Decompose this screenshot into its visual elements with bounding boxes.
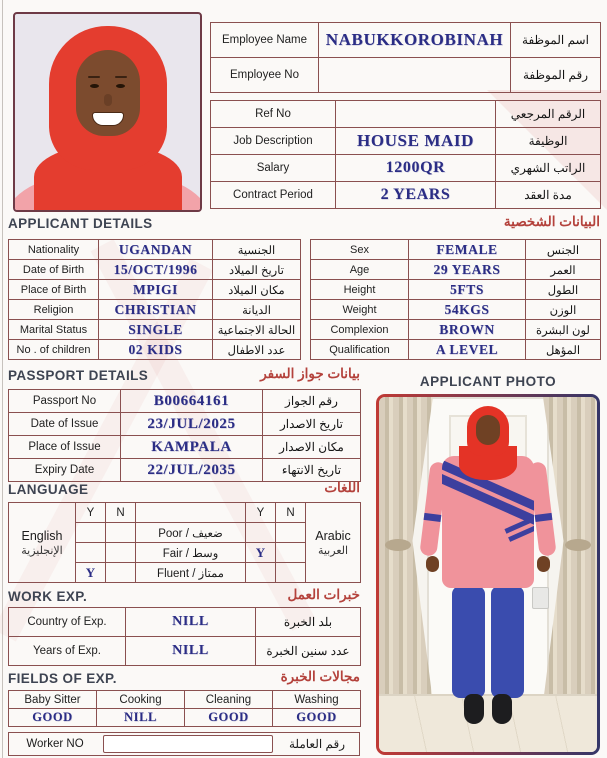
date-of-birth-value: 15/OCT/1996 (99, 260, 213, 280)
figure-sock (492, 694, 512, 724)
complexion-value: BROWN (409, 320, 526, 340)
applicant-headshot-photo (13, 12, 202, 212)
expiry-date-value: 22/JUL/2035 (121, 459, 263, 482)
field-label: Qualification (311, 340, 409, 360)
cooking-value: NILL (97, 709, 185, 727)
english-fluent-yes: Y (76, 563, 106, 583)
field-label-arabic: تاريخ الاصدار (263, 413, 361, 436)
field-label: Employee No (211, 58, 319, 93)
curtain-tie (565, 539, 591, 551)
field-label: Complexion (311, 320, 409, 340)
language-arabic-label: Arabic (315, 528, 351, 543)
figure-hand (426, 556, 439, 572)
section-title-applicant-photo: APPLICANT PHOTO (419, 374, 557, 389)
job-table (210, 100, 601, 209)
worker-no-label-arabic: رقم العاملة (288, 737, 346, 751)
scan-edge (2, 0, 3, 758)
arabic-poor-yes (246, 523, 276, 543)
field-label-arabic: تاريخ الانتهاء (263, 459, 361, 482)
fields-col-cooking: Cooking (97, 691, 185, 709)
arabic-fair-yes: Y (246, 543, 276, 563)
washing-value: GOOD (273, 709, 361, 727)
contract-period-value: 2 YEARS (336, 182, 496, 209)
field-label: Years of Exp. (9, 637, 126, 666)
field-label: Job Description (211, 128, 336, 155)
field-label-arabic: رقم الموظفة (511, 58, 601, 93)
fields-col-cleaning: Cleaning (185, 691, 273, 709)
language-english-label: English (21, 528, 63, 543)
passport-table (8, 389, 361, 482)
figure-hand (537, 556, 550, 572)
english-fluent-no (106, 563, 136, 583)
country-of-exp-value: NILL (126, 608, 256, 637)
worker-no-row (8, 732, 360, 756)
language-arabic-label-arabic: العربية (317, 544, 349, 557)
section-title-language: LANGUAGE (8, 482, 89, 497)
photo-scene (379, 397, 597, 752)
field-label-arabic: بلد الخبرة (256, 608, 361, 637)
field-label: Religion (9, 300, 99, 320)
cleaning-value: GOOD (185, 709, 273, 727)
section-title-passport-arabic: بيانات جواز السفر (260, 366, 360, 381)
portrait-face-detail (90, 84, 99, 88)
field-label-arabic: المؤهل (526, 340, 601, 360)
salary-value: 1200QR (336, 155, 496, 182)
english-fair-yes (76, 543, 106, 563)
employee-table (210, 22, 601, 93)
field-label-arabic: الجنسية (213, 240, 301, 260)
section-title-language-arabic: اللغات (324, 480, 360, 495)
field-label: Place of Birth (9, 280, 99, 300)
english-fair-no (106, 543, 136, 563)
portrait-face-detail (115, 76, 127, 78)
sex-value: FEMALE (409, 240, 526, 260)
worker-no-input-box (103, 735, 273, 753)
section-title-fields-of-exp: FIELDS OF EXP. (8, 671, 117, 686)
level-poor: Poor / ضعيف (136, 523, 246, 543)
english-poor-no (106, 523, 136, 543)
section-title-work-exp: WORK EXP. (8, 589, 88, 604)
figure-face (476, 415, 500, 445)
field-label-arabic: الرقم المرجعي (496, 101, 601, 128)
place-of-birth-value: MPIGI (99, 280, 213, 300)
baby-sitter-value: GOOD (9, 709, 97, 727)
years-of-exp-value: NILL (126, 637, 256, 666)
language-english-cell (9, 503, 76, 583)
figure-leg (491, 586, 524, 698)
field-label: Salary (211, 155, 336, 182)
field-label-arabic: الطول (526, 280, 601, 300)
field-label-arabic: مدة العقد (496, 182, 601, 209)
applicant-details-left-table (8, 239, 301, 360)
yes-column-header: Y (246, 503, 276, 523)
field-label: Expiry Date (9, 459, 121, 482)
section-title-passport-details: PASSPORT DETAILS (8, 368, 149, 383)
portrait-face-detail (116, 84, 125, 88)
applicant-fullbody-photo (376, 394, 600, 755)
level-fair: Fair / وسط (136, 543, 246, 563)
no-column-header: N (276, 503, 306, 523)
field-label: Nationality (9, 240, 99, 260)
figure-sock (464, 694, 484, 724)
field-label-arabic: الوزن (526, 300, 601, 320)
language-english-label-arabic: الإنجليزية (21, 544, 63, 557)
field-label-arabic: مكان الميلاد (213, 280, 301, 300)
portrait-face-detail (88, 76, 100, 78)
field-label-arabic: عدد سنين الخبرة (256, 637, 361, 666)
field-label: Contract Period (211, 182, 336, 209)
date-of-issue-value: 23/JUL/2025 (121, 413, 263, 436)
field-label-arabic: عدد الاطفال (213, 340, 301, 360)
field-label-arabic: رقم الجواز (263, 390, 361, 413)
curtain-tie (385, 539, 411, 551)
field-label-arabic: الوظيفة (496, 128, 601, 155)
field-label: Height (311, 280, 409, 300)
figure-leg (452, 586, 485, 698)
employee-name-value: NABUKKOROBINAH (319, 23, 511, 58)
fields-col-baby-sitter: Baby Sitter (9, 691, 97, 709)
field-label: Weight (311, 300, 409, 320)
level-fluent: Fluent / ممتاز (136, 563, 246, 583)
job-description-value: HOUSE MAID (336, 128, 496, 155)
field-label: Age (311, 260, 409, 280)
nationality-value: UGANDAN (99, 240, 213, 260)
children-value: 02 KIDS (99, 340, 213, 360)
field-label: Date of Issue (9, 413, 121, 436)
field-label-arabic: لون البشرة (526, 320, 601, 340)
yes-column-header: Y (76, 503, 106, 523)
field-label: Place of Issue (9, 436, 121, 459)
weight-value: 54KGS (409, 300, 526, 320)
field-label: Date of Birth (9, 260, 99, 280)
field-label-arabic: مكان الاصدار (263, 436, 361, 459)
field-label-arabic: الجنس (526, 240, 601, 260)
field-label: Country of Exp. (9, 608, 126, 637)
language-table (8, 502, 361, 583)
work-exp-table (8, 607, 361, 666)
field-label-arabic: الديانة (213, 300, 301, 320)
section-title-applicant-details: APPLICANT DETAILS (8, 216, 153, 231)
field-label: No . of children (9, 340, 99, 360)
marital-status-value: SINGLE (99, 320, 213, 340)
arabic-fair-no (276, 543, 306, 563)
employee-no-value (319, 58, 511, 93)
field-label: Passport No (9, 390, 121, 413)
field-label-arabic: اسم الموظفة (511, 23, 601, 58)
fields-of-exp-table (8, 690, 361, 727)
height-value: 5FTS (409, 280, 526, 300)
age-value: 29 YEARS (409, 260, 526, 280)
passport-no-value: B00664161 (121, 390, 263, 413)
arabic-fluent-no (276, 563, 306, 583)
field-label-arabic: الحالة الاجتماعية (213, 320, 301, 340)
portrait-face-detail (104, 94, 112, 106)
qualification-value: A LEVEL (409, 340, 526, 360)
english-poor-yes (76, 523, 106, 543)
field-label-arabic: تاريخ الميلاد (213, 260, 301, 280)
tunic-stripe (504, 515, 534, 533)
field-label: Ref No (211, 101, 336, 128)
worker-no-label: Worker NO (26, 738, 84, 750)
field-label: Employee Name (211, 23, 319, 58)
religion-value: CHRISTIAN (99, 300, 213, 320)
applicant-details-right-table (310, 239, 601, 360)
field-label-arabic: الراتب الشهري (496, 155, 601, 182)
field-label-arabic: العمر (526, 260, 601, 280)
level-header-empty (136, 503, 246, 523)
no-column-header: N (106, 503, 136, 523)
applicant-figure (428, 406, 548, 742)
ref-no-value (336, 101, 496, 128)
place-of-issue-value: KAMPALA (121, 436, 263, 459)
section-title-applicant-details-arabic: البيانات الشخصية (503, 214, 600, 229)
language-arabic-cell (306, 503, 361, 583)
section-title-work-exp-arabic: خبرات العمل (287, 587, 360, 602)
arabic-poor-no (276, 523, 306, 543)
section-title-fields-of-exp-arabic: مجالات الخبرة (280, 669, 360, 684)
fields-col-washing: Washing (273, 691, 361, 709)
arabic-fluent-yes (246, 563, 276, 583)
field-label: Sex (311, 240, 409, 260)
portrait-face-detail (92, 112, 124, 126)
field-label: Marital Status (9, 320, 99, 340)
